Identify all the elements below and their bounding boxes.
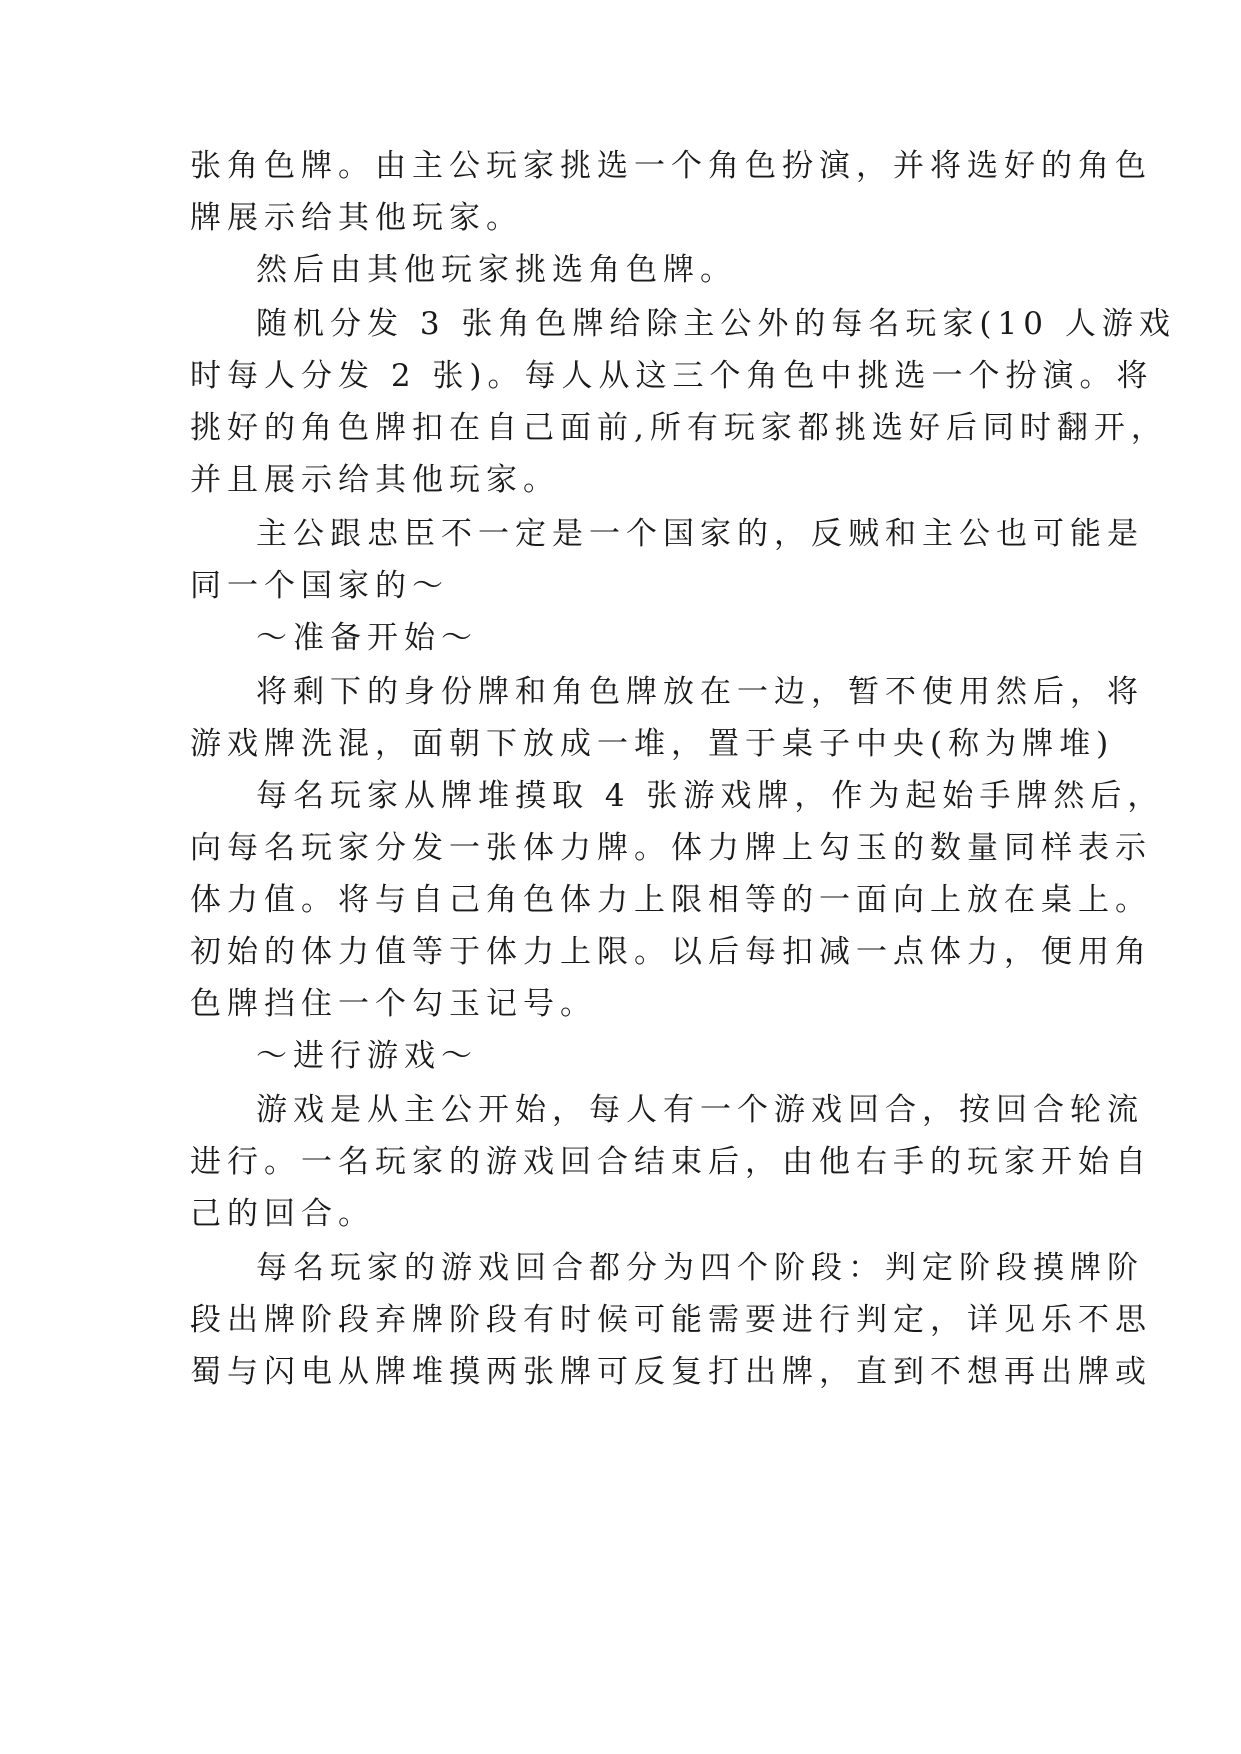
text-line: 然后由其他玩家挑选角色牌。 bbox=[256, 252, 737, 288]
text-line: 向每名玩家分发一张体力牌。体力牌上勾玉的数量同样表示 bbox=[190, 830, 1152, 866]
section-heading: ～准备开始～ bbox=[256, 620, 478, 656]
text-line: 每名玩家从牌堆摸取 4 张游戏牌，作为起始手牌然后， bbox=[256, 778, 1165, 814]
text-line: 并且展示给其他玩家。 bbox=[190, 462, 560, 498]
text-line: 初始的体力值等于体力上限。以后每扣减一点体力，便用角 bbox=[190, 934, 1152, 970]
text-line: 进行。一名玩家的游戏回合结束后，由他右手的玩家开始自 bbox=[190, 1144, 1152, 1180]
text-line: 随机分发 3 张角色牌给除主公外的每名玩家(10 人游戏 bbox=[256, 306, 1176, 342]
text-line: 主公跟忠臣不一定是一个国家的，反贼和主公也可能是 bbox=[256, 516, 1144, 552]
text-line: 挑好的角色牌扣在自己面前,所有玩家都挑选好后同时翻开， bbox=[190, 410, 1168, 446]
text-line: 己的回合。 bbox=[190, 1196, 375, 1232]
section-heading: ～进行游戏～ bbox=[256, 1038, 478, 1074]
text-line: 将剩下的身份牌和角色牌放在一边，暂不使用然后，将 bbox=[256, 674, 1144, 710]
text-line: 游戏牌洗混，面朝下放成一堆，置于桌子中央(称为牌堆) bbox=[190, 726, 1115, 762]
text-line: 段出牌阶段弃牌阶段有时候可能需要进行判定，详见乐不思 bbox=[190, 1302, 1152, 1338]
text-line: 色牌挡住一个勾玉记号。 bbox=[190, 986, 597, 1022]
text-line: 同一个国家的～ bbox=[190, 568, 449, 604]
text-line: 牌展示给其他玩家。 bbox=[190, 200, 523, 236]
text-line: 游戏是从主公开始，每人有一个游戏回合，按回合轮流 bbox=[256, 1092, 1144, 1128]
text-line: 时每人分发 2 张)。每人从这三个角色中挑选一个扮演。将 bbox=[190, 358, 1154, 394]
text-line: 体力值。将与自己角色体力上限相等的一面向上放在桌上。 bbox=[190, 882, 1152, 918]
text-line: 张角色牌。由主公玩家挑选一个角色扮演，并将选好的角色 bbox=[190, 148, 1152, 184]
text-line: 每名玩家的游戏回合都分为四个阶段：判定阶段摸牌阶 bbox=[256, 1250, 1144, 1286]
text-line: 蜀与闪电从牌堆摸两张牌可反复打出牌，直到不想再出牌或 bbox=[190, 1354, 1152, 1390]
